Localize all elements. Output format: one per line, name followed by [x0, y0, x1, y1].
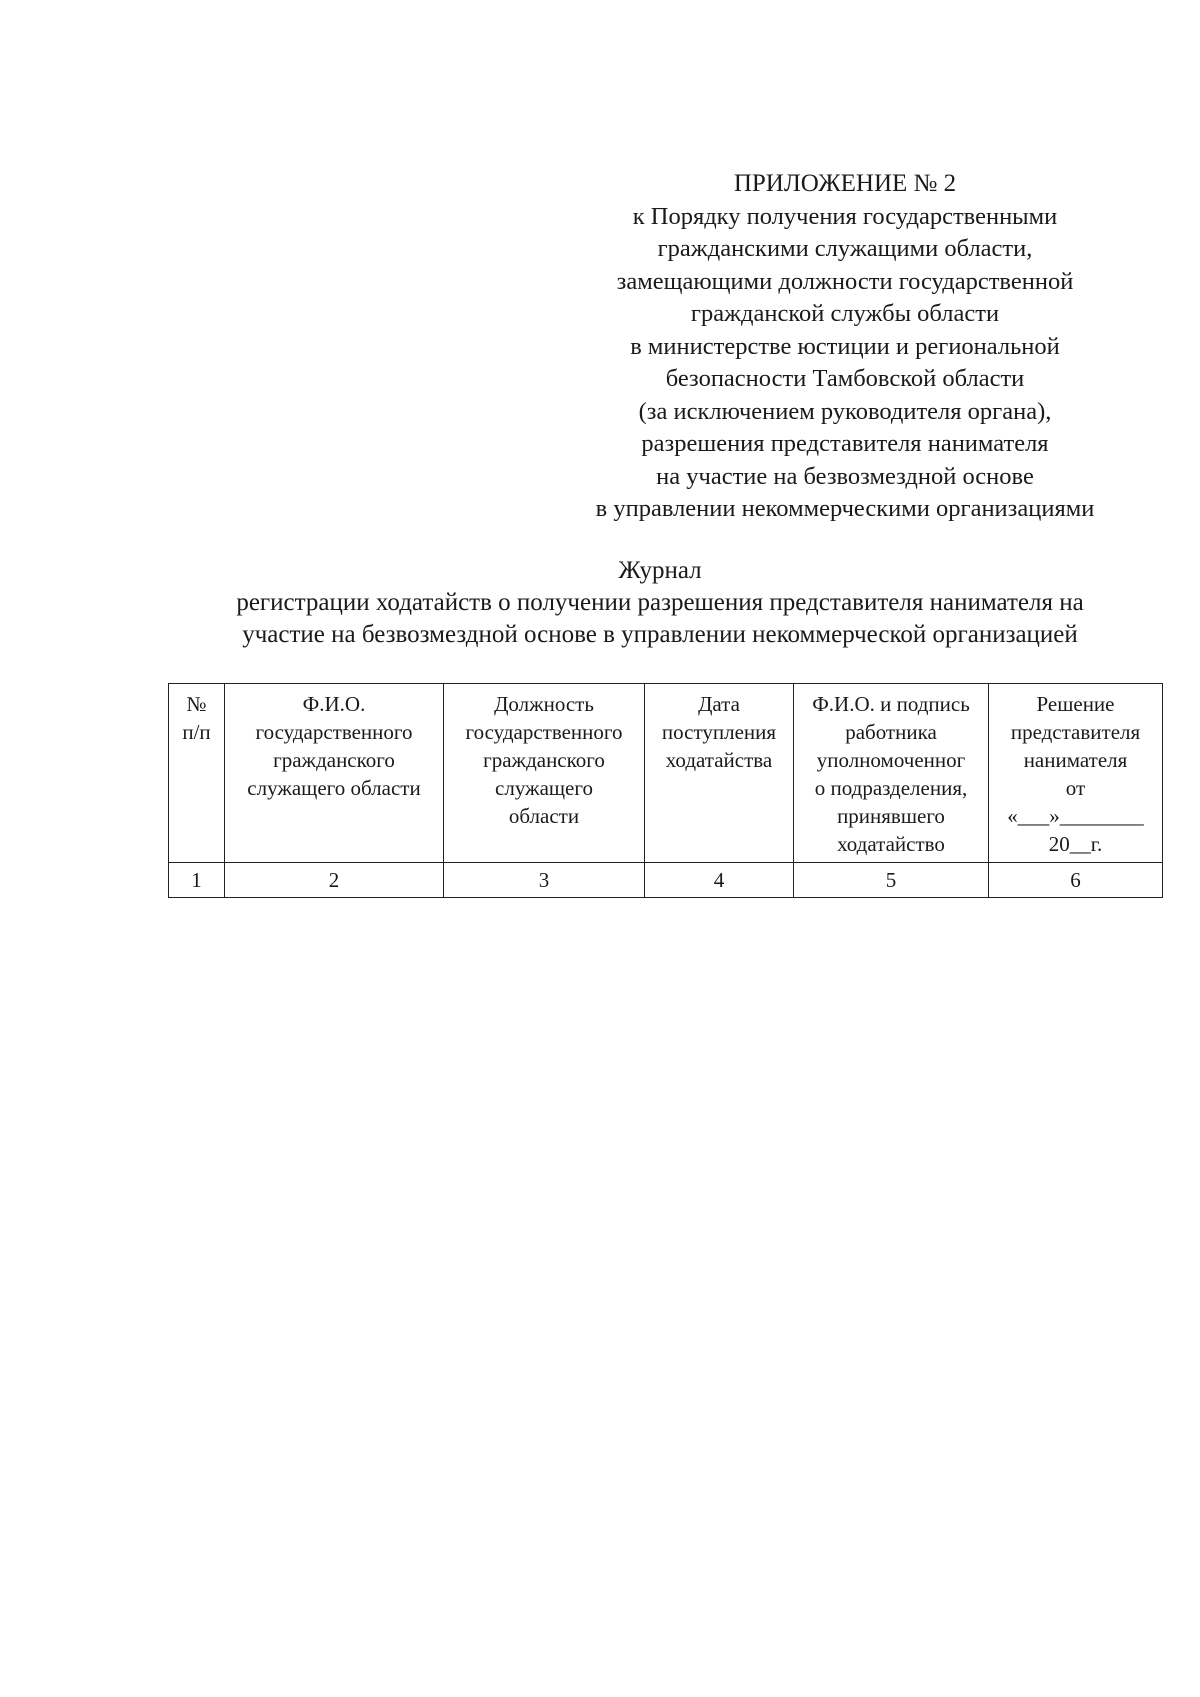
header-cell-full-name: Ф.И.О. государственного гражданского служащего области [225, 684, 444, 863]
column-number-cell: 2 [225, 863, 444, 898]
appendix-block [540, 168, 1150, 526]
journal-subtitle-line: участие на безвозмездной основе в управлении некоммерческой организацией [242, 621, 1078, 648]
header-cell-number: № п/п [169, 684, 225, 863]
appendix-line: разрешения представителя нанимателя [641, 430, 1049, 457]
table-header-row [169, 684, 1163, 863]
journal-title-block [140, 555, 1180, 651]
header-cell-position: Должность государственного гражданского служащего области [444, 684, 645, 863]
appendix-heading: ПРИЛОЖЕНИЕ № 2 [733, 170, 957, 197]
journal-title: Журнал [618, 557, 702, 584]
appendix-line: к Порядку получения государственными [632, 202, 1058, 230]
appendix-line: безопасности Тамбовской области [665, 365, 1025, 392]
column-number-cell: 1 [169, 863, 225, 898]
appendix-line: гражданской службы области [690, 300, 1000, 327]
appendix-line: в управлении некоммерческими организациями [595, 495, 1095, 522]
appendix-line: (за исключением руководителя органа), [638, 397, 1052, 425]
journal-subtitle-line: регистрации ходатайств о получении разрешения представителя нанимателя на [236, 589, 1084, 616]
column-number-cell: 5 [794, 863, 989, 898]
appendix-line: на участие на безвозмездной основе [656, 462, 1034, 490]
header-cell-date: Дата поступления ходатайства [645, 684, 794, 863]
header-cell-receiver: Ф.И.О. и подпись работника уполномоченног о подразделения, принявшего ходатайство [794, 684, 989, 863]
appendix-line: гражданскими служащими области, [657, 235, 1033, 262]
appendix-line: в министерстве юстиции и региональной [630, 332, 1060, 360]
column-number-cell: 4 [645, 863, 794, 898]
table-number-row [169, 863, 1163, 898]
journal-table [168, 683, 1163, 898]
header-cell-decision: Решение представителя нанимателя от «___»________ 20__г. [989, 684, 1163, 863]
column-number-cell: 3 [444, 863, 645, 898]
appendix-line: замещающими должности государственной [616, 267, 1074, 295]
column-number-cell: 6 [989, 863, 1163, 898]
